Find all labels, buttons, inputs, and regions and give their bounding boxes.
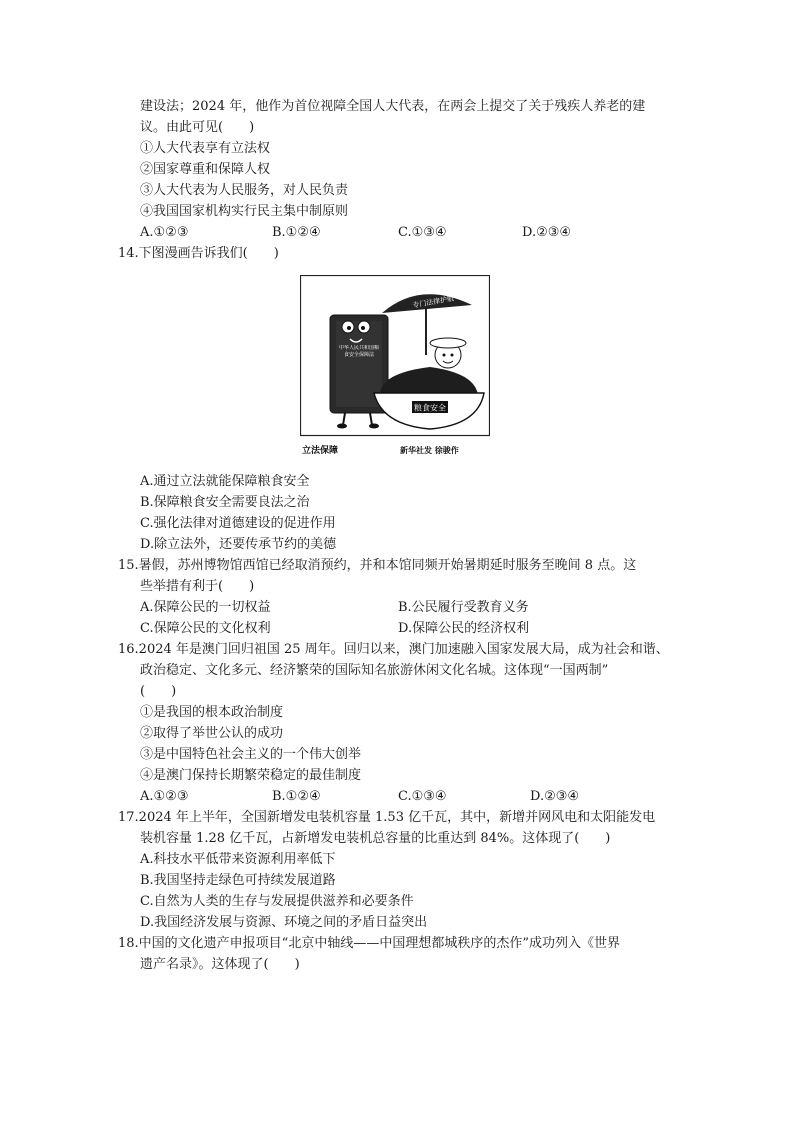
q18-stem-line-1: 18.中国的文化遗产申报项目“北京中轴线——中国理想都城秩序的杰作”成功列入《世界 [118, 936, 620, 951]
q16-stem-line-3: ( ) [140, 684, 177, 699]
q15-option-a: A.保障公民的一切权益 [140, 600, 271, 615]
q13-choice-a: A.①②③ [140, 225, 189, 240]
q15-option-d: D.保障公民的经济权利 [398, 621, 530, 636]
q18-stem-line-2: 遗产名录》。这体现了( ) [140, 957, 300, 972]
bowl-text: 粮食安全 [414, 403, 446, 413]
cartoon-caption-left: 立法保障 [302, 446, 339, 456]
umbrella-text: 专门法律护航 [411, 294, 455, 310]
q13-item-3: ③人大代表为人民服务，对人民负责 [140, 183, 349, 198]
q15-stem-line-1: 15.暑假，苏州博物馆西馆已经取消预约，并和本馆同频开始暑期延时服务至晚间 8 点。这 [118, 558, 637, 573]
food-security-cartoon [300, 275, 490, 461]
q16-choice-c: C.①③④ [398, 789, 447, 804]
q16-stem-line-1: 16.2024 年是澳门回归祖国 25 周年。回归以来，澳门加速融入国家发展大局，成为社会和谐、 [118, 642, 669, 657]
q17-option-a: A.科技水平低带来资源利用率低下 [140, 852, 336, 867]
q14-option-d: D.除立法外，还要传承节约的美德 [140, 537, 337, 552]
q14-option-b: B.保障粮食安全需要良法之治 [140, 495, 310, 510]
q16-item-4: ④是澳门保持长期繁荣稳定的最佳制度 [140, 768, 362, 783]
q13-stem-line-1: 建设法；2024 年，他作为首位视障全国人大代表，在两会上提交了关于残疾人养老的建 [140, 99, 646, 114]
q14-stem: 14.下图漫画告诉我们( ) [118, 246, 279, 261]
q16-choice-a: A.①②③ [140, 789, 189, 804]
q17-option-b: B.我国坚持走绿色可持续发展道路 [140, 873, 336, 888]
q16-choice-b: B.①②④ [272, 789, 321, 804]
q13-choice-c: C.①③④ [398, 225, 447, 240]
q13-stem-line-2: 议。由此可见( ) [140, 120, 255, 135]
book-text: 中华人民共和国粮食安全保障法 [338, 345, 379, 358]
q14-option-a: A.通过立法就能保障粮食安全 [140, 474, 310, 489]
q14-option-c: C.强化法律对道德建设的促进作用 [140, 516, 336, 531]
q17-option-d: D.我国经济发展与资源、环境之间的矛盾日益突出 [140, 915, 428, 930]
q13-item-4: ④我国国家机构实行民主集中制原则 [140, 204, 349, 219]
q13-item-2: ②国家尊重和保障人权 [140, 162, 271, 177]
q17-stem-line-2: 装机容量 1.28 亿千瓦，占新增发电装机总容量的比重达到 84%。这体现了( ) [140, 831, 611, 846]
q13-item-1: ①人大代表享有立法权 [140, 141, 271, 156]
q16-item-1: ①是我国的根本政治制度 [140, 705, 284, 720]
q15-option-b: B.公民履行受教育义务 [398, 600, 529, 615]
q16-stem-line-2: 政治稳定、文化多元、经济繁荣的国际知名旅游休闲文化名城。这体现“一国两制” [140, 663, 609, 678]
q16-item-3: ③是中国特色社会主义的一个伟大创举 [140, 747, 362, 762]
cartoon-caption-right: 新华社发 徐骏作 [400, 446, 459, 455]
q17-option-c: C.自然为人类的生存与发展提供滋养和必要条件 [140, 894, 414, 909]
q16-choice-d: D.②③④ [530, 789, 580, 804]
q15-option-c: C.保障公民的文化权利 [140, 621, 271, 636]
q13-choice-d: D.②③④ [522, 225, 572, 240]
q17-stem-line-1: 17.2024 年上半年，全国新增发电装机容量 1.53 亿千瓦，其中，新增并网风电和太阳能发电 [118, 810, 656, 825]
q15-stem-line-2: 些举措有利于( ) [140, 579, 255, 594]
q13-choice-b: B.①②④ [272, 225, 321, 240]
q16-item-2: ②取得了举世公认的成功 [140, 726, 284, 741]
